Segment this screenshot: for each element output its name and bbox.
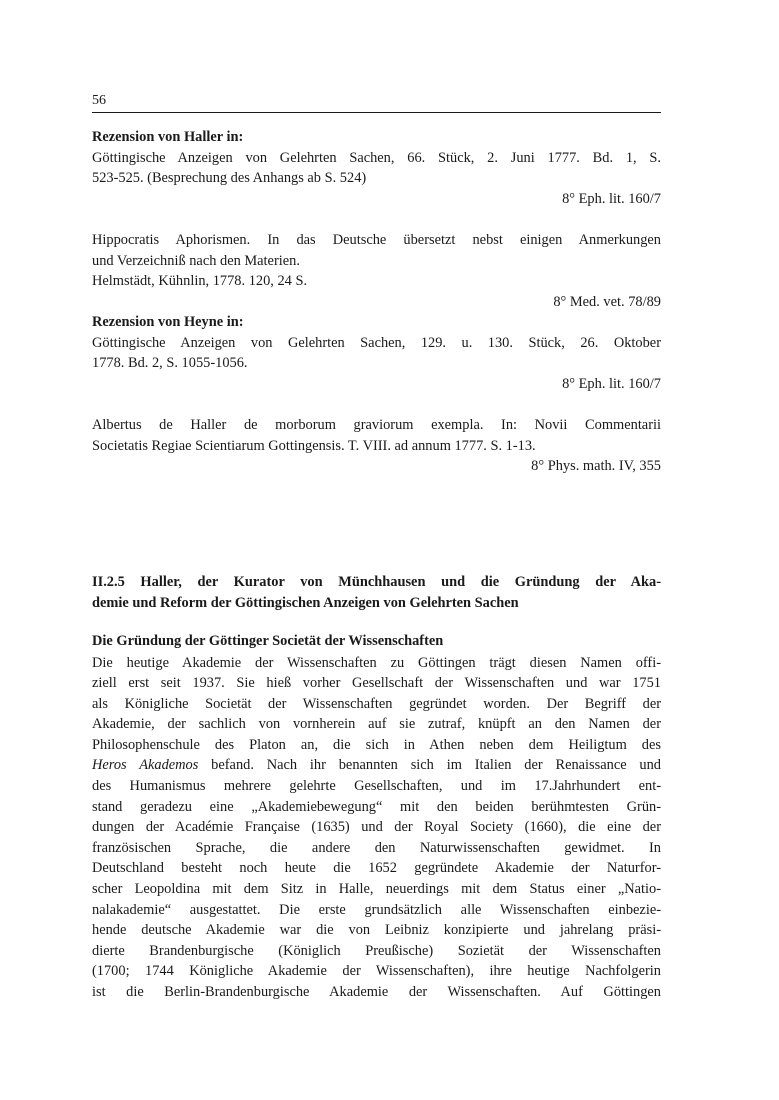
shelf-signature: 8° Eph. lit. 160/7 <box>562 375 661 392</box>
citation-line: 1778. Bd. 2, S. 1055-1056. <box>92 355 248 371</box>
shelf-signature: 8° Med. vet. 78/89 <box>553 293 661 310</box>
section-heading-line: demie und Reform der Göttingischen Anzeigen von Gelehrten Sachen <box>92 594 519 611</box>
title-line: Albertus de Haller de morborum graviorum exempla. In: Novii Commentarii <box>92 417 661 433</box>
shelf-signature: 8° Eph. lit. 160/7 <box>562 190 661 207</box>
shelf-signature: 8° Phys. math. IV, 355 <box>531 458 661 474</box>
body-line: scher Leopoldina mit dem Sitz in Halle, neuerdings mit dem Status einer „Natio- <box>92 881 661 898</box>
body-line: Akademie, der sachlich von vornherein auf sie zutraf, knüpft an den Namen der <box>92 716 661 733</box>
section-heading-line: II.2.5 Haller, der Kurator von Münchhausen und die Gründung der Aka- <box>92 573 661 590</box>
citation-line: Göttingische Anzeigen von Gelehrten Sachen, 66. Stück, 2. Juni 1777. Bd. 1, S. <box>92 149 661 166</box>
body-line: Die heutige Akademie der Wissenschaften zu Göttingen trägt diesen Namen offi- <box>92 654 661 671</box>
body-line: dungen der Académie Française (1635) und der Royal Society (1660), die eine der <box>92 819 661 836</box>
bibliography-entry-1 <box>92 127 661 209</box>
body-line-rest: befand. Nach ihr benannten sich im Italien der Renaissance und <box>198 757 662 774</box>
page-number: 56 <box>92 93 106 108</box>
body-line <box>92 755 661 776</box>
document-page <box>92 92 661 1003</box>
subsection-heading: Die Gründung der Göttinger Societät der Wissenschaften <box>92 632 444 649</box>
citation-line: 523-525. (Besprechung des Anhangs ab S. 524) <box>92 170 367 186</box>
body-line: französischen Sprache, die andere den Naturwissenschaften gewidmet. In <box>92 839 661 856</box>
citation-line: Göttingische Anzeigen von Gelehrten Sachen, 129. u. 130. Stück, 26. Oktober <box>92 334 661 351</box>
body-paragraph <box>92 653 661 1003</box>
body-line: ziell erst seit 1937. Sie hieß vorher Gesellschaft der Wissenschaften und war 1751 <box>92 675 661 692</box>
body-line: Philosophenschule des Platon an, die sich in Athen neben dem Heiligtum des <box>92 736 661 753</box>
body-line: hende deutsche Akademie war die von Leibniz konzipierte und jahrelang präsi- <box>92 922 661 939</box>
body-line: (1700; 1744 Königliche Akademie der Wissenschaften), ihre heutige Nachfolgerin <box>92 963 661 980</box>
body-line: des Humanismus mehrere gelehrte Gesellschaften, und im 17.Jahrhundert ent- <box>92 778 661 795</box>
review-heading: Rezension von Haller in: <box>92 129 244 145</box>
imprint-line: Helmstädt, Kühnlin, 1778. 120, 24 S. <box>92 273 308 289</box>
italic-term: Heros Akademos <box>92 757 199 774</box>
title-line: und Verzeichniß nach den Materien. <box>92 252 300 269</box>
body-line: dierte Brandenburgische (Königlich Preußische) Sozietät der Wissenschaften <box>92 942 661 959</box>
body-line: nalakademie“ ausgestattet. Die erste grundsätzlich alle Wissenschaften einbezie- <box>92 901 661 918</box>
body-line: stand geradezu eine „Akademiebewegung“ mit den beiden berühmtesten Grün- <box>92 798 661 815</box>
review-heading: Rezension von Heyne in: <box>92 314 244 330</box>
title-line: Hippocratis Aphorismen. In das Deutsche übersetzt nebst einigen Anmerkungen <box>92 232 661 248</box>
section-heading <box>92 572 661 614</box>
body-line: Deutschland besteht noch heute die 1652 gegründete Akademie der Naturfor- <box>92 860 661 877</box>
bibliography-entry-3 <box>92 415 661 477</box>
body-line: ist die Berlin-Brandenburgische Akademie der Wissenschaften. Auf Göttingen <box>92 984 661 1000</box>
bibliography-entry-2 <box>92 230 661 394</box>
title-line: Societatis Regiae Scientiarum Gottingensis. T. VIII. ad annum 1777. S. 1-13. <box>92 437 536 454</box>
body-line: als Königliche Societät der Wissenschaften gegründet worden. Der Begriff der <box>92 695 661 712</box>
